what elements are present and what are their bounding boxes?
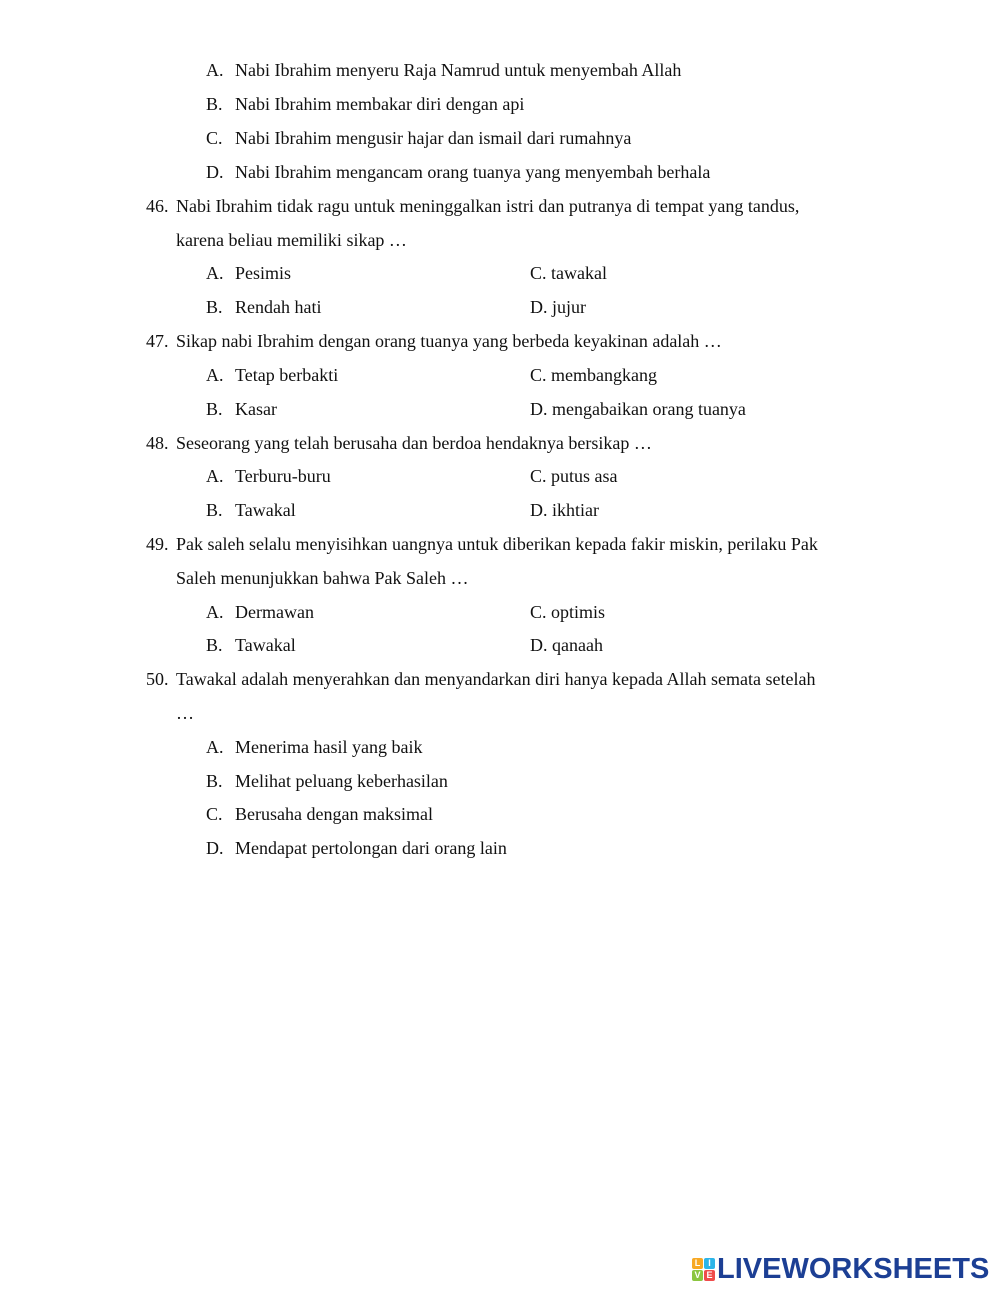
question-number: 50.: [146, 669, 169, 689]
q47-option-b[interactable]: [206, 398, 277, 420]
option-text: Mendapat pertolongan dari orang lain: [235, 838, 507, 858]
logo-tile: E: [704, 1270, 715, 1281]
option-letter: B.: [206, 635, 223, 655]
q46-question-cont: karena beliau memiliki sikap …: [176, 230, 407, 250]
q49-option-d[interactable]: D. qanaah: [530, 635, 603, 655]
option-letter: A.: [206, 737, 224, 757]
q50-question: [146, 668, 815, 690]
q47-option-a[interactable]: [206, 364, 338, 386]
option-letter: A.: [206, 602, 224, 622]
q45-option-c[interactable]: [206, 127, 631, 149]
q50-question-cont: …: [176, 703, 194, 723]
option-text: Nabi Ibrahim membakar diri dengan api: [235, 94, 525, 114]
option-text: Pesimis: [235, 263, 292, 283]
option-text: Dermawan: [235, 602, 314, 622]
option-text: Melihat peluang keberhasilan: [235, 771, 448, 791]
q50-option-b[interactable]: [206, 770, 448, 792]
question-text: Pak saleh selalu menyisihkan uangnya untuk diberikan kepada fakir miskin, perilaku Pak: [176, 534, 818, 554]
q45-option-a[interactable]: [206, 59, 681, 81]
q45-option-d[interactable]: [206, 161, 710, 183]
question-number: 46.: [146, 196, 169, 216]
liveworksheets-logo[interactable]: [692, 1252, 989, 1286]
question-number: 49.: [146, 534, 169, 554]
q50-option-c[interactable]: [206, 803, 433, 825]
option-letter: B.: [206, 94, 223, 114]
q47-question: [146, 330, 722, 352]
q47-option-d[interactable]: D. mengabaikan orang tuanya: [530, 399, 746, 419]
question-number: 48.: [146, 433, 169, 453]
logo-tile: I: [704, 1258, 715, 1269]
q50-option-a[interactable]: [206, 736, 422, 758]
q49-option-c[interactable]: C. optimis: [530, 602, 606, 622]
question-number: 47.: [146, 331, 169, 351]
option-letter: C.: [206, 128, 223, 148]
question-text: Nabi Ibrahim tidak ragu untuk meninggalkan istri dan putranya di tempat yang tandus,: [176, 196, 800, 216]
option-letter: A.: [206, 466, 224, 486]
q46-option-a[interactable]: [206, 262, 291, 284]
q46-option-b[interactable]: [206, 296, 321, 318]
option-letter: A.: [206, 60, 224, 80]
q49-question: [146, 533, 818, 555]
question-text: Tawakal adalah menyerahkan dan menyandarkan diri hanya kepada Allah semata setelah: [176, 669, 816, 689]
option-text: Tetap berbakti: [235, 365, 339, 385]
logo-tile: V: [692, 1270, 703, 1281]
option-text: Berusaha dengan maksimal: [235, 804, 433, 824]
option-letter: A.: [206, 263, 224, 283]
option-text: Nabi Ibrahim mengusir hajar dan ismail dari rumahnya: [235, 128, 632, 148]
option-text: Tawakal: [235, 635, 296, 655]
q49-option-a[interactable]: [206, 601, 314, 623]
option-letter: D.: [206, 838, 224, 858]
q47-option-c[interactable]: C. membangkang: [530, 365, 657, 385]
option-text: Menerima hasil yang baik: [235, 737, 423, 757]
option-letter: B.: [206, 297, 223, 317]
q46-option-d[interactable]: D. jujur: [530, 297, 586, 317]
option-letter: A.: [206, 365, 224, 385]
q48-option-d[interactable]: D. ikhtiar: [530, 500, 599, 520]
logo-grid-icon: [692, 1258, 715, 1281]
q46-question: [146, 195, 799, 217]
option-text: Kasar: [235, 399, 277, 419]
option-text: Rendah hati: [235, 297, 322, 317]
q49-option-b[interactable]: [206, 634, 296, 656]
q45-option-b[interactable]: [206, 93, 524, 115]
q48-option-c[interactable]: C. putus asa: [530, 466, 618, 486]
option-letter: B.: [206, 399, 223, 419]
option-letter: B.: [206, 500, 223, 520]
question-text: Seseorang yang telah berusaha dan berdoa hendaknya bersikap …: [176, 433, 652, 453]
option-text: Nabi Ibrahim mengancam orang tuanya yang menyembah berhala: [235, 162, 711, 182]
q48-option-b[interactable]: [206, 499, 296, 521]
logo-text: LIVEWORKSHEETS: [717, 1253, 990, 1285]
option-letter: B.: [206, 771, 223, 791]
q49-question-cont: Saleh menunjukkan bahwa Pak Saleh …: [176, 568, 469, 588]
q48-question: [146, 432, 652, 454]
option-text: Nabi Ibrahim menyeru Raja Namrud untuk menyembah Allah: [235, 60, 682, 80]
q46-option-c[interactable]: C. tawakal: [530, 263, 607, 283]
option-text: Terburu-buru: [235, 466, 331, 486]
question-text: Sikap nabi Ibrahim dengan orang tuanya yang berbeda keyakinan adalah …: [176, 331, 722, 351]
option-text: Tawakal: [235, 500, 296, 520]
q48-option-a[interactable]: [206, 465, 331, 487]
option-letter: D.: [206, 162, 224, 182]
logo-tile: L: [692, 1258, 703, 1269]
option-letter: C.: [206, 804, 223, 824]
q50-option-d[interactable]: [206, 837, 507, 859]
